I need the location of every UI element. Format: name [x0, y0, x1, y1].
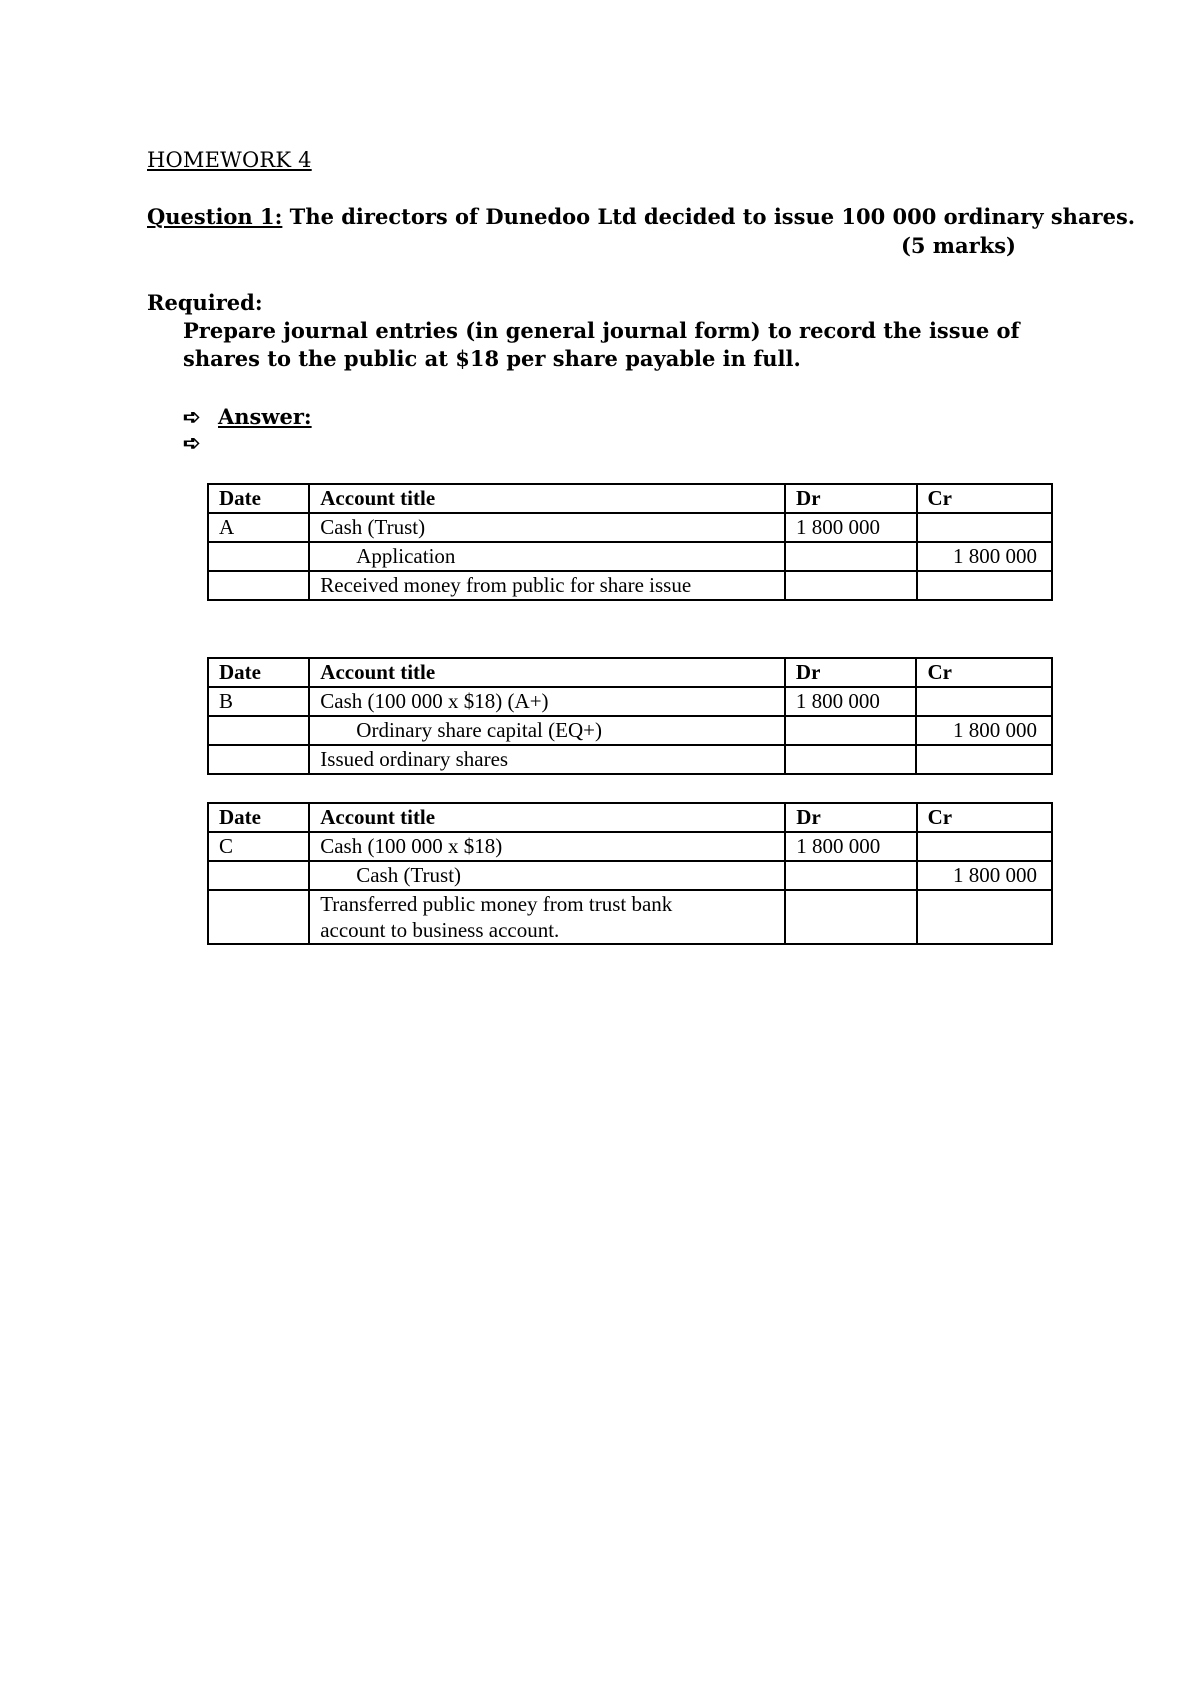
cell-account — [309, 542, 785, 571]
indented-account: Application — [356, 544, 456, 568]
table-header-row — [208, 484, 1052, 513]
cell-narration: Transferred public money from trust bank account to business account. — [309, 890, 785, 944]
cell-cr — [917, 890, 1052, 944]
cell-cr — [917, 513, 1053, 542]
question-line — [147, 204, 1135, 229]
question-marks: (5 marks) — [900, 233, 1016, 258]
answer-label: Answer: — [218, 404, 312, 429]
cell-cr — [916, 745, 1052, 774]
cell-dr — [785, 745, 917, 774]
table-header-row — [208, 803, 1052, 832]
header-date: Date — [208, 484, 309, 513]
cell-cr — [917, 832, 1052, 861]
cell-dr — [785, 571, 916, 600]
header-dr: Dr — [785, 803, 916, 832]
cell-cr — [917, 571, 1053, 600]
cell-account: Cash (100 000 x $18) — [309, 832, 785, 861]
required-label: Required: — [147, 290, 263, 315]
journal-table-c — [207, 802, 1053, 945]
cell-date — [208, 542, 309, 571]
answer-row — [183, 404, 312, 429]
question-label: Question 1: — [147, 204, 283, 229]
table-row — [208, 890, 1052, 944]
arrow-right-icon: ➪ — [183, 404, 201, 429]
cell-account: Cash (100 000 x $18) (A+) — [309, 687, 785, 716]
cell-dr — [785, 890, 916, 944]
cell-narration: Received money from public for share issue — [309, 571, 785, 600]
indented-account: Cash (Trust) — [356, 863, 462, 887]
header-cr: Cr — [917, 803, 1052, 832]
cell-account — [309, 716, 785, 745]
table-row — [208, 861, 1052, 890]
table-row — [208, 513, 1052, 542]
header-cr: Cr — [917, 484, 1053, 513]
table-row — [208, 832, 1052, 861]
cell-narration: Issued ordinary shares — [309, 745, 785, 774]
cell-account — [309, 861, 785, 890]
table-row — [208, 716, 1052, 745]
header-dr: Dr — [785, 658, 917, 687]
cell-date — [208, 890, 309, 944]
indented-account: Ordinary share capital (EQ+) — [356, 718, 602, 742]
cell-date: C — [208, 832, 309, 861]
header-account-title: Account title — [309, 658, 785, 687]
cell-date — [208, 745, 309, 774]
cell-date: B — [208, 687, 309, 716]
instruction-text: Prepare journal entries (in general journal form) to record the issue of shares to the public at $18 per share payable in full. — [183, 318, 1020, 371]
table-row — [208, 745, 1052, 774]
header-date: Date — [208, 803, 309, 832]
journal-table-a — [207, 483, 1053, 601]
header-date: Date — [208, 658, 309, 687]
cell-dr: 1 800 000 — [785, 832, 916, 861]
cell-dr: 1 800 000 — [785, 687, 917, 716]
question-text: The directors of Dunedoo Ltd decided to issue 100 000 ordinary shares. — [282, 204, 1136, 229]
cell-dr: 1 800 000 — [785, 513, 916, 542]
header-dr: Dr — [785, 484, 916, 513]
header-account-title: Account title — [309, 803, 785, 832]
header-account-title: Account title — [309, 484, 785, 513]
empty-arrow-row — [183, 430, 218, 455]
table-row — [208, 542, 1052, 571]
cell-cr: 1 800 000 — [916, 716, 1052, 745]
cell-dr — [785, 861, 916, 890]
cell-dr — [785, 716, 917, 745]
table-row — [208, 571, 1052, 600]
table-header-row — [208, 658, 1052, 687]
cell-dr — [785, 542, 916, 571]
cell-cr: 1 800 000 — [917, 542, 1053, 571]
arrow-right-icon: ➪ — [183, 430, 201, 455]
cell-date — [208, 716, 309, 745]
homework-title: HOMEWORK 4 — [147, 148, 312, 172]
cell-account: Cash (Trust) — [309, 513, 785, 542]
table-row — [208, 687, 1052, 716]
cell-cr — [916, 687, 1052, 716]
header-cr: Cr — [916, 658, 1052, 687]
cell-date — [208, 571, 309, 600]
cell-cr: 1 800 000 — [917, 861, 1052, 890]
cell-date — [208, 861, 309, 890]
cell-date: A — [208, 513, 309, 542]
journal-table-b — [207, 657, 1053, 775]
